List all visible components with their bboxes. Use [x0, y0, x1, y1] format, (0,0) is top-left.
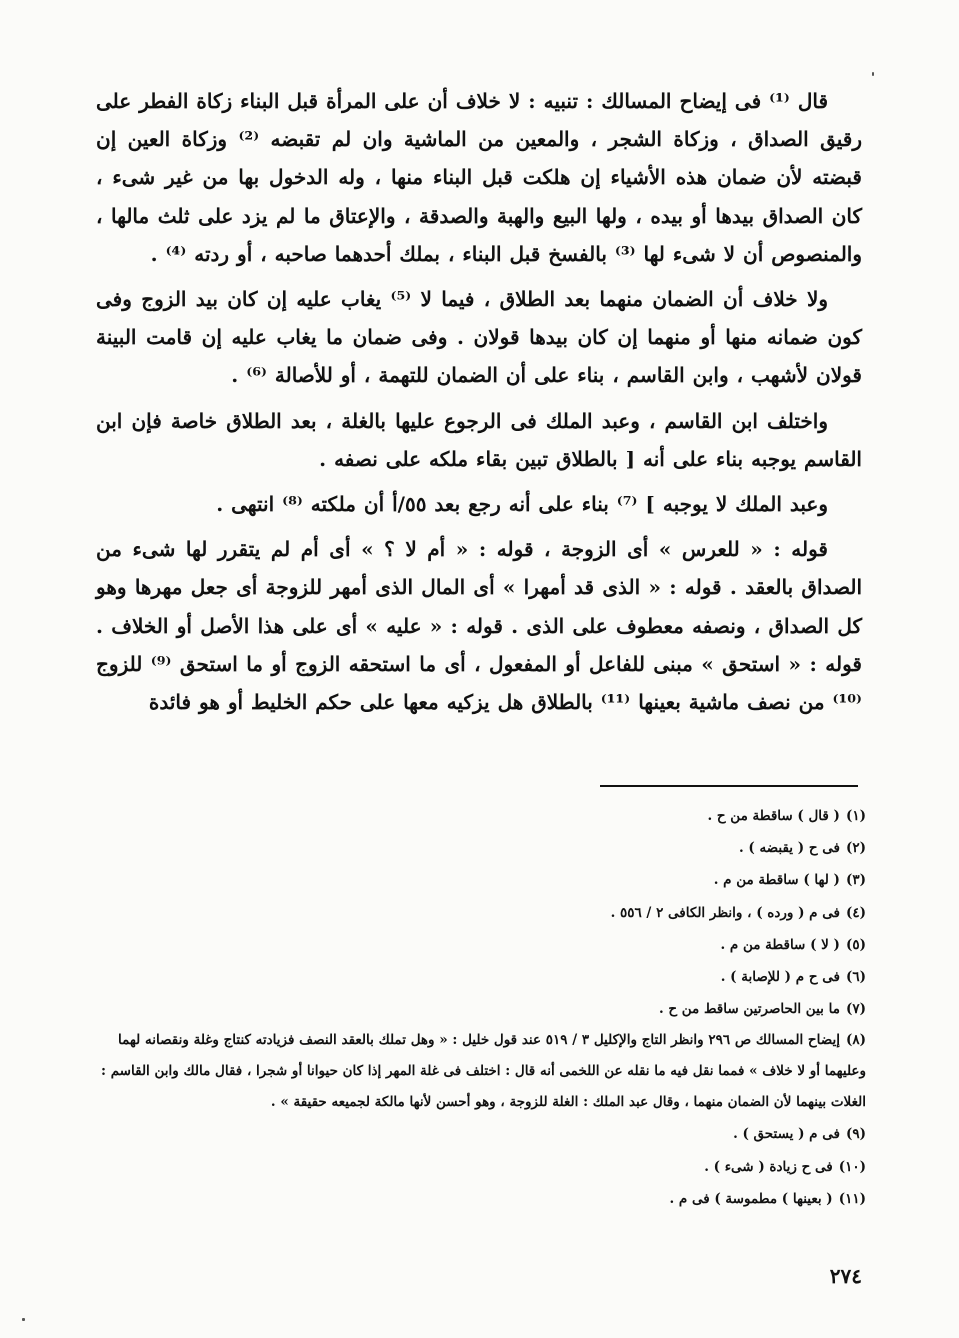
page-number: ٢٧٤ — [829, 1264, 862, 1288]
scan-speck — [872, 72, 874, 76]
footnote-text: ( قال ) ساقطة من ح . — [707, 808, 840, 824]
paragraph-2: ولا خلاف أن الضمان منهما بعد الطلاق ، فيما لا ⁽⁵⁾ يغاب عليه إن كان بيد الزوج وفى كون ضمانه منها أو منهما إن كان بيدها قولان . وفى ضمان ما يغاب عليه إن قامت البينة قولان لأشهب ، وابن القاسم ، بناء على أن الضمان للتهمة ، أو للأصالة ⁽⁶⁾ . — [96, 287, 863, 388]
footnote-4 — [100, 897, 866, 929]
footnote-6 — [100, 961, 866, 993]
footnote-2 — [100, 832, 866, 864]
footnote-text: إيضاح المسالك ص ٢٩٦ وانظر التاج والإكليل ٣ / ٥١٩ عند قول خليل : « وهل تملك بالعقد النصف فزيادته كنتاج وغلة ونقصانه لهما وعليهما أو لا خلاف » فمما نقل فيه ما نقله عن اللخمى أنه قال : اختلف فى غلة المهر إذا كان حيوانا أو شجرا ، فقال مالك وابن القاسم : الغلات بينهما لأن الضمان منهما ، وقال عبد الملك : الغلة للزوجة ، وهو أحسن لأنها مالكة لجميعه حقيقة » . — [101, 1032, 866, 1111]
footnote-number: (١٠) — [838, 1158, 866, 1175]
main-text — [96, 82, 862, 721]
footnote-number: (٤) — [845, 904, 866, 921]
footnote-number: (٦) — [845, 969, 866, 986]
footnote-text: فى ح زيادة ( شىء ) . — [704, 1158, 833, 1175]
paragraph-4: وعبد الملك لا يوجبه ] ⁽⁷⁾ بناء على أنه رجع بعد ٥٥/أ أن ملكته ⁽⁸⁾ انتهى . — [216, 492, 828, 517]
footnote-text: فى م ( يستحق ) . — [733, 1126, 840, 1143]
footnote-3 — [100, 864, 866, 896]
footnote-separator — [600, 785, 858, 787]
footnote-5 — [100, 929, 866, 961]
footnotes — [100, 800, 866, 1215]
scan-speck — [22, 1318, 25, 1321]
paragraph-1: قال ⁽¹⁾ فى إيضاح المسالك : تنبيه : لا خلاف أن على المرأة قبل البناء زكاة الفطر على رقيق الصداق ، وزكاة الشجر ، والمعين من الماشية وان لم تقبضه ⁽²⁾ وزكاة العين إن قبضته لأن ضمان هذه الأشياء إن هلكت قبل البناء منها ، وله الدخول بها من غير شىء ، كان الصداق بيدها أو بيده ، ولها البيع والهبة والصدقة ، والإعتاق ما لم يزد على ثلث مالها ، والمنصوص أن لا شىء لها ⁽³⁾ بالفسخ قبل البناء ، بملك أحدهما صاحبه ، أو ردته ⁽⁴⁾ . — [96, 89, 863, 266]
footnote-number: (٨) — [845, 1032, 866, 1049]
footnote-1 — [100, 800, 866, 832]
paragraph-3: واختلف ابن القاسم ، وعبد الملك فى الرجوع عليها بالغلة ، بعد الطلاق خاصة فإن ابن القاسم يوجبه بناء على أنه [ بالطلاق تبين بقاء ملكه على نصفه . — [96, 408, 862, 471]
footnote-8 — [100, 1025, 866, 1118]
footnote-10 — [100, 1151, 866, 1183]
footnote-number: (١) — [845, 808, 866, 824]
paragraph-5: قوله : « للعرس » أى الزوجة ، قوله : « أم لا ؟ » أى أم لم يتقرر لها شىء من الصداق بالعقد . قوله : « الذى قد أمهرا » أى المال الذى أمهر للزوجة أى جعل مهرها وهو كل الصداق ، ونصفه معطوف على الذى . قوله : « عليه » أى على هذا الأصل أو الخلاف . قوله : « استحق » مبنى للفاعل أو المفعول ، أى ما استحقه الزوج أو ما استحق ⁽⁹⁾ للزوج ⁽¹⁰⁾ من نصف ماشية بعينها ⁽¹¹⁾ بالطلاق هل يزكيه معها على حكم الخليط أو هو فائدة — [96, 537, 862, 715]
footnote-number: (٥) — [845, 936, 866, 953]
footnote-text: فى ح ( يقبضه ) . — [738, 840, 840, 857]
footnote-text: ( لا ) ساقطة من م . — [720, 936, 840, 953]
footnote-text: ما بين الحاصرتين ساقط من ح . — [658, 1001, 840, 1018]
footnote-number: (١١) — [838, 1190, 866, 1207]
footnote-11 — [100, 1183, 866, 1215]
footnote-text: ( لها ) ساقطة من م . — [713, 872, 840, 889]
footnote-text: فى ح م ( للإصابة ) . — [720, 969, 840, 986]
footnote-text: فى م ( ورده ) ، وانظر الكافى ٢ / ٥٥٦ . — [610, 904, 840, 921]
footnote-number: (٢) — [845, 840, 866, 857]
footnote-7 — [100, 993, 866, 1025]
footnote-9 — [100, 1118, 866, 1150]
footnote-number: (٩) — [845, 1126, 866, 1143]
footnote-number: (٧) — [845, 1001, 866, 1018]
footnote-text: ( بعينها ) مطموسة ) فى م . — [669, 1190, 833, 1207]
footnote-number: (٣) — [845, 872, 866, 889]
